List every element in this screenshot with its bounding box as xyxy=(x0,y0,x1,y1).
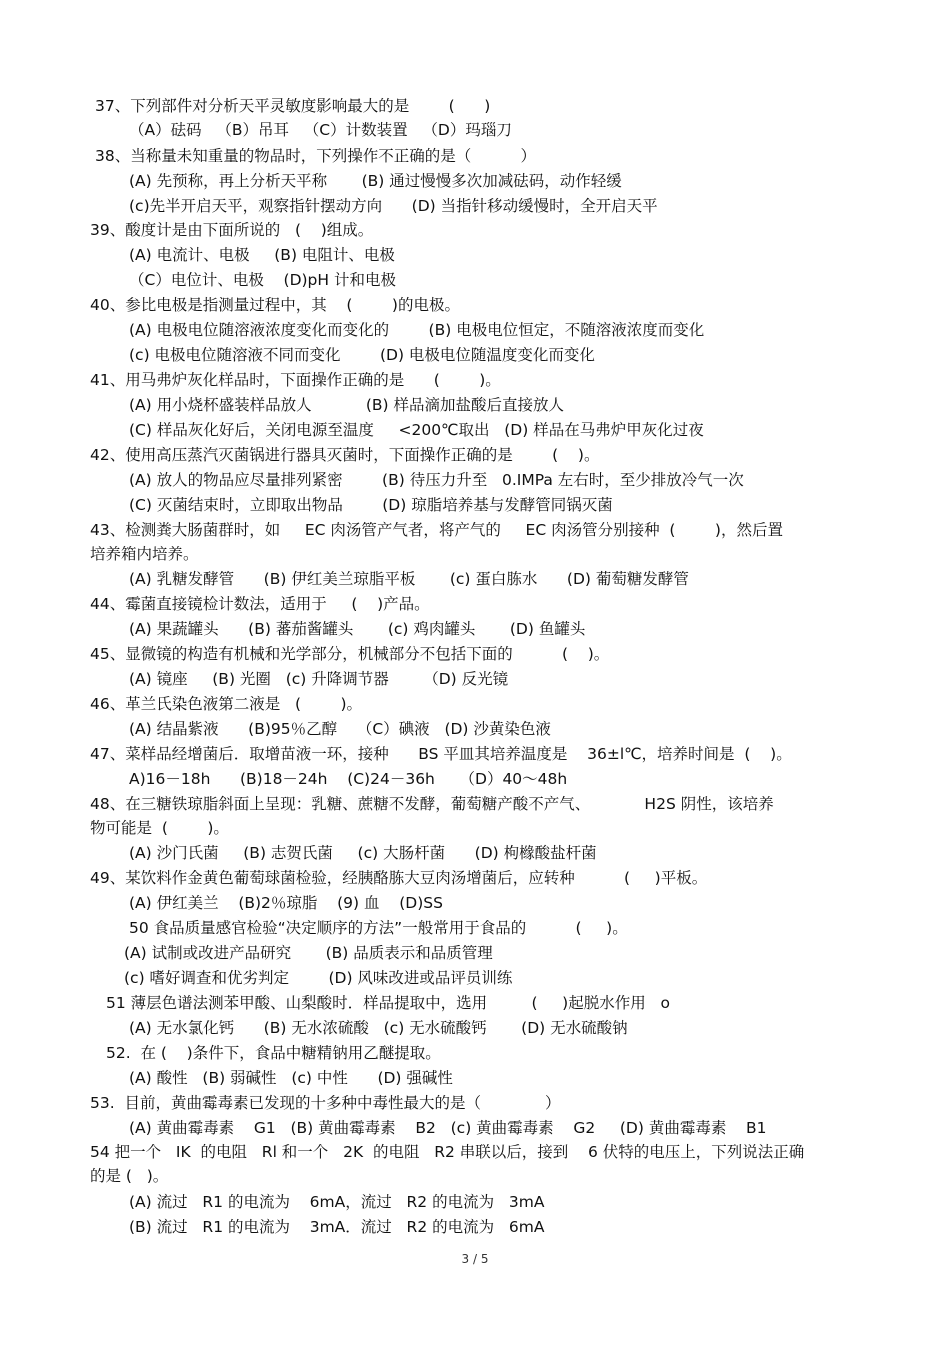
question-40-options-2: (c) 电极电位随溶液不同而变化 (D) 电极电位随温度变化而变化 xyxy=(129,346,595,364)
question-44-options: (A) 果蔬罐头 (B) 蕃茄酱罐头 (c) 鸡肉罐头 (D) 鱼罐头 xyxy=(129,620,586,638)
page-number: 3 / 5 xyxy=(461,1252,489,1266)
question-50-options-1: (A) 试制或改进产品研究 (B) 品质表示和品质管理 xyxy=(124,944,493,962)
question-37: 37、下列部件对分析天平灵敏度影响最大的是 ( ) xyxy=(95,97,491,115)
question-45: 45、显微镜的构造有机械和光学部分，机械部分不包括下面的 ( )。 xyxy=(90,645,610,663)
question-38-options-1: (A) 先预称，再上分析天平称 (B) 通过慢慢多次加减砝码，动作轻缓 xyxy=(129,172,622,190)
question-40-options-1: (A) 电极电位随溶液浓度变化而变化的 (B) 电极电位恒定，不随溶液浓度而变化 xyxy=(129,321,705,339)
question-48-options: (A) 沙门氏菌 (B) 志贺氏菌 (c) 大肠杆菌 (D) 枸橼酸盐杆菌 xyxy=(129,844,597,862)
question-43-options: (A) 乳糖发酵管 (B) 伊红美兰琼脂平板 (c) 蛋白胨水 (D) 葡萄糖发酵管 xyxy=(129,570,689,588)
question-51-options: (A) 无水氯化钙 (B) 无水浓硫酸 (c) 无水硫酸钙 (D) 无水硫酸钠 xyxy=(129,1019,628,1037)
question-39-options-2: （C）电位计、电极 (D)pH 计和电极 xyxy=(129,271,396,289)
question-50: 50 食品质量感官检验“决定顺序的方法”一般常用于食品的 ( )。 xyxy=(129,919,628,937)
question-50-options-2: (c) 嗜好调查和优劣判定 (D) 风味改进或品评员训练 xyxy=(124,969,513,987)
question-42: 42、使用高压蒸汽灭菌锅进行器具灭菌时，下面操作正确的是 ( )。 xyxy=(90,446,600,464)
question-47: 47、菜样品经增菌后．取增苗液一环，接种 BS 平皿其培养温度是 36±l℃，培养时间是 ( )。 xyxy=(90,745,792,763)
question-54-continued: 的是 ( )。 xyxy=(90,1167,169,1185)
question-53: 53. 目前，黄曲霉毒素已发现的十多种中毒性最大的是（ ） xyxy=(90,1094,561,1112)
question-38: 38、当称量未知重量的物品时，下列操作不正确的是（ ） xyxy=(95,147,536,165)
question-48: 48、在三糖铁琼脂斜面上呈现：乳糖、蔗糖不发酵，葡萄糖产酸不产气、 H2S 阴性，该培养 xyxy=(90,795,774,813)
question-39: 39、酸度计是由下面所说的 ( )组成。 xyxy=(90,221,374,239)
question-43: 43、检测粪大肠菌群时，如 EC 肉汤管产气者，将产气的 EC 肉汤管分别接种 ( )，然后置 xyxy=(90,521,783,539)
question-46: 46、革兰氏染色液第二液是 ( )。 xyxy=(90,695,363,713)
question-54-option-a: (A) 流过 R1 的电流为 6mA，流过 R2 的电流为 3mA xyxy=(129,1193,545,1211)
question-44: 44、霉菌直接镜检计数法，适用于 ( )产品。 xyxy=(90,595,430,613)
question-53-options: (A) 黄曲霉毒素 G1 (B) 黄曲霉毒素 B2 (c) 黄曲霉毒素 G2 (D) 黄曲霉毒素 B1 xyxy=(129,1119,767,1137)
question-51: 51 薄层色谱法测苯甲酸、山梨酸时．样品提取中，选用 ( )起脱水作用 o xyxy=(106,994,670,1012)
question-40: 40、参比电极是指测量过程中，其 ( )的电极。 xyxy=(90,296,460,314)
question-41-options-1: (A) 用小烧杯盛装样品放人 (B) 样品滴加盐酸后直接放人 xyxy=(129,396,564,414)
question-54: 54 把一个 IK 的电阻 Rl 和一个 2K 的电阻 R2 串联以后，接到 6 伏特的电压上，下列说法正确 xyxy=(90,1143,805,1161)
question-46-options: (A) 结晶紫液 (B)95％乙醇 （C）碘液 (D) 沙黄染色液 xyxy=(129,720,551,738)
question-42-options-1: (A) 放人的物品应尽量排列紧密 (B) 待压力升至 0.IMPa 左右时，至少排放冷气一次 xyxy=(129,471,744,489)
question-43-continued: 培养箱内培养。 xyxy=(90,545,199,563)
question-39-options-1: (A) 电流计、电极 (B) 电阻计、电极 xyxy=(129,246,395,264)
question-37-options: （A）砝码 （B）吊耳 （C）计数装置 （D）玛瑙刀 xyxy=(129,121,512,139)
question-47-options: A)16－18h (B)18－24h (C)24－36h （D）40～48h xyxy=(129,770,568,788)
question-48-continued: 物可能是 ( )。 xyxy=(90,819,229,837)
question-49: 49、某饮料作金黄色葡萄球菌检验，经胰酪胨大豆肉汤增菌后，应转种 ( )平板。 xyxy=(90,869,708,887)
question-38-options-2: (c)先半开启天平，观察指针摆动方向 (D) 当指针移动缓慢时，全开启天平 xyxy=(129,197,658,215)
question-42-options-2: (C) 灭菌结束时，立即取出物品 (D) 琼脂培养基与发酵管同锅灭菌 xyxy=(129,496,613,514)
question-52-options: (A) 酸性 (B) 弱碱性 (c) 中性 (D) 强碱性 xyxy=(129,1069,453,1087)
question-52: 52. 在 ( )条件下，食品中糖精钠用乙醚提取。 xyxy=(106,1044,441,1062)
question-41-options-2: (C) 样品灰化好后，关闭电源至温度 <200℃取出 (D) 样品在马弗炉甲灰化过夜 xyxy=(129,421,704,439)
question-45-options: (A) 镜座 (B) 光圈 (c) 升降调节器 （D) 反光镜 xyxy=(129,670,509,688)
question-41: 41、用马弗炉灰化样品时，下面操作正确的是 ( )。 xyxy=(90,371,501,389)
question-54-option-b: (B) 流过 R1 的电流为 3mA．流过 R2 的电流为 6mA xyxy=(129,1218,545,1236)
question-49-options: (A) 伊红美兰 (B)2％琼脂 (9) 血 (D)SS xyxy=(129,894,443,912)
